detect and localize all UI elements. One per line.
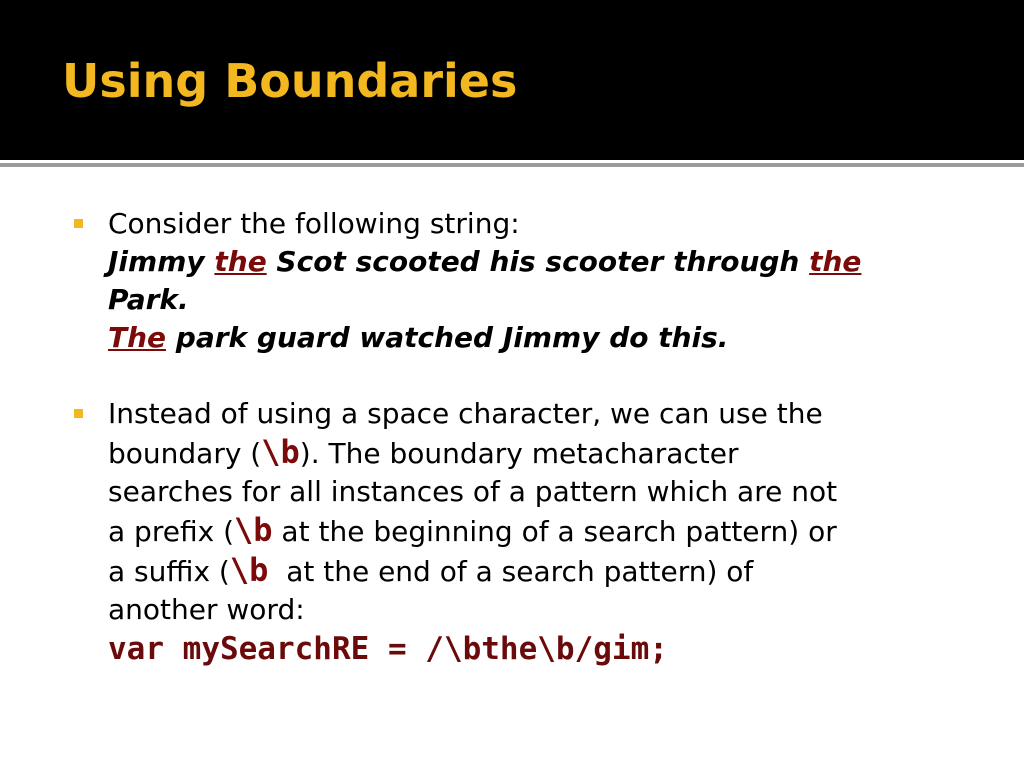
example-string-line-2: Park. — [108, 283, 189, 316]
body-text: ). The boundary metacharacter — [299, 437, 739, 470]
boundary-metachar: \b — [229, 551, 269, 589]
highlighted-the: the — [809, 245, 862, 278]
body-text: boundary ( — [108, 437, 262, 470]
highlighted-the: The — [108, 321, 167, 354]
body-text: at the beginning of a search pattern) or — [272, 515, 837, 548]
body-text: a prefix ( — [108, 515, 234, 548]
bullet-2-line-4 — [108, 511, 970, 551]
example-text: Jimmy — [108, 245, 215, 278]
square-bullet-icon — [74, 219, 83, 228]
bullet-1-intro: Consider the following string: — [108, 207, 520, 240]
bullet-2-line-1: Instead of using a space character, we can use the — [108, 397, 823, 430]
bullet-2-line-2 — [108, 433, 970, 473]
body-text: a suffix ( — [108, 555, 230, 588]
bullet-2-line-3: searches for all instances of a pattern which are not — [108, 475, 838, 508]
divider-gray — [0, 163, 1024, 167]
square-bullet-icon — [74, 409, 83, 418]
bullet-item-1 — [70, 205, 970, 357]
example-string-line-1 — [108, 243, 970, 281]
highlighted-the: the — [214, 245, 267, 278]
body-text: at the end of a search pattern) of — [268, 555, 754, 588]
example-text: Scot scooted his scooter through — [266, 245, 810, 278]
bullet-item-2 — [70, 395, 970, 669]
boundary-metachar: \b — [234, 511, 273, 549]
slide-title: Using Boundaries — [62, 54, 518, 108]
boundary-metachar: \b — [261, 433, 300, 471]
slide-body — [70, 205, 970, 669]
code-example: var mySearchRE = /\bthe\b/gim; — [108, 631, 668, 667]
example-text: park guard watched Jimmy do this. — [166, 321, 729, 354]
bullet-2-line-6: another word: — [108, 593, 305, 626]
example-string-line-3 — [108, 319, 970, 357]
title-bar — [0, 0, 1024, 160]
bullet-2-line-5 — [108, 551, 970, 591]
